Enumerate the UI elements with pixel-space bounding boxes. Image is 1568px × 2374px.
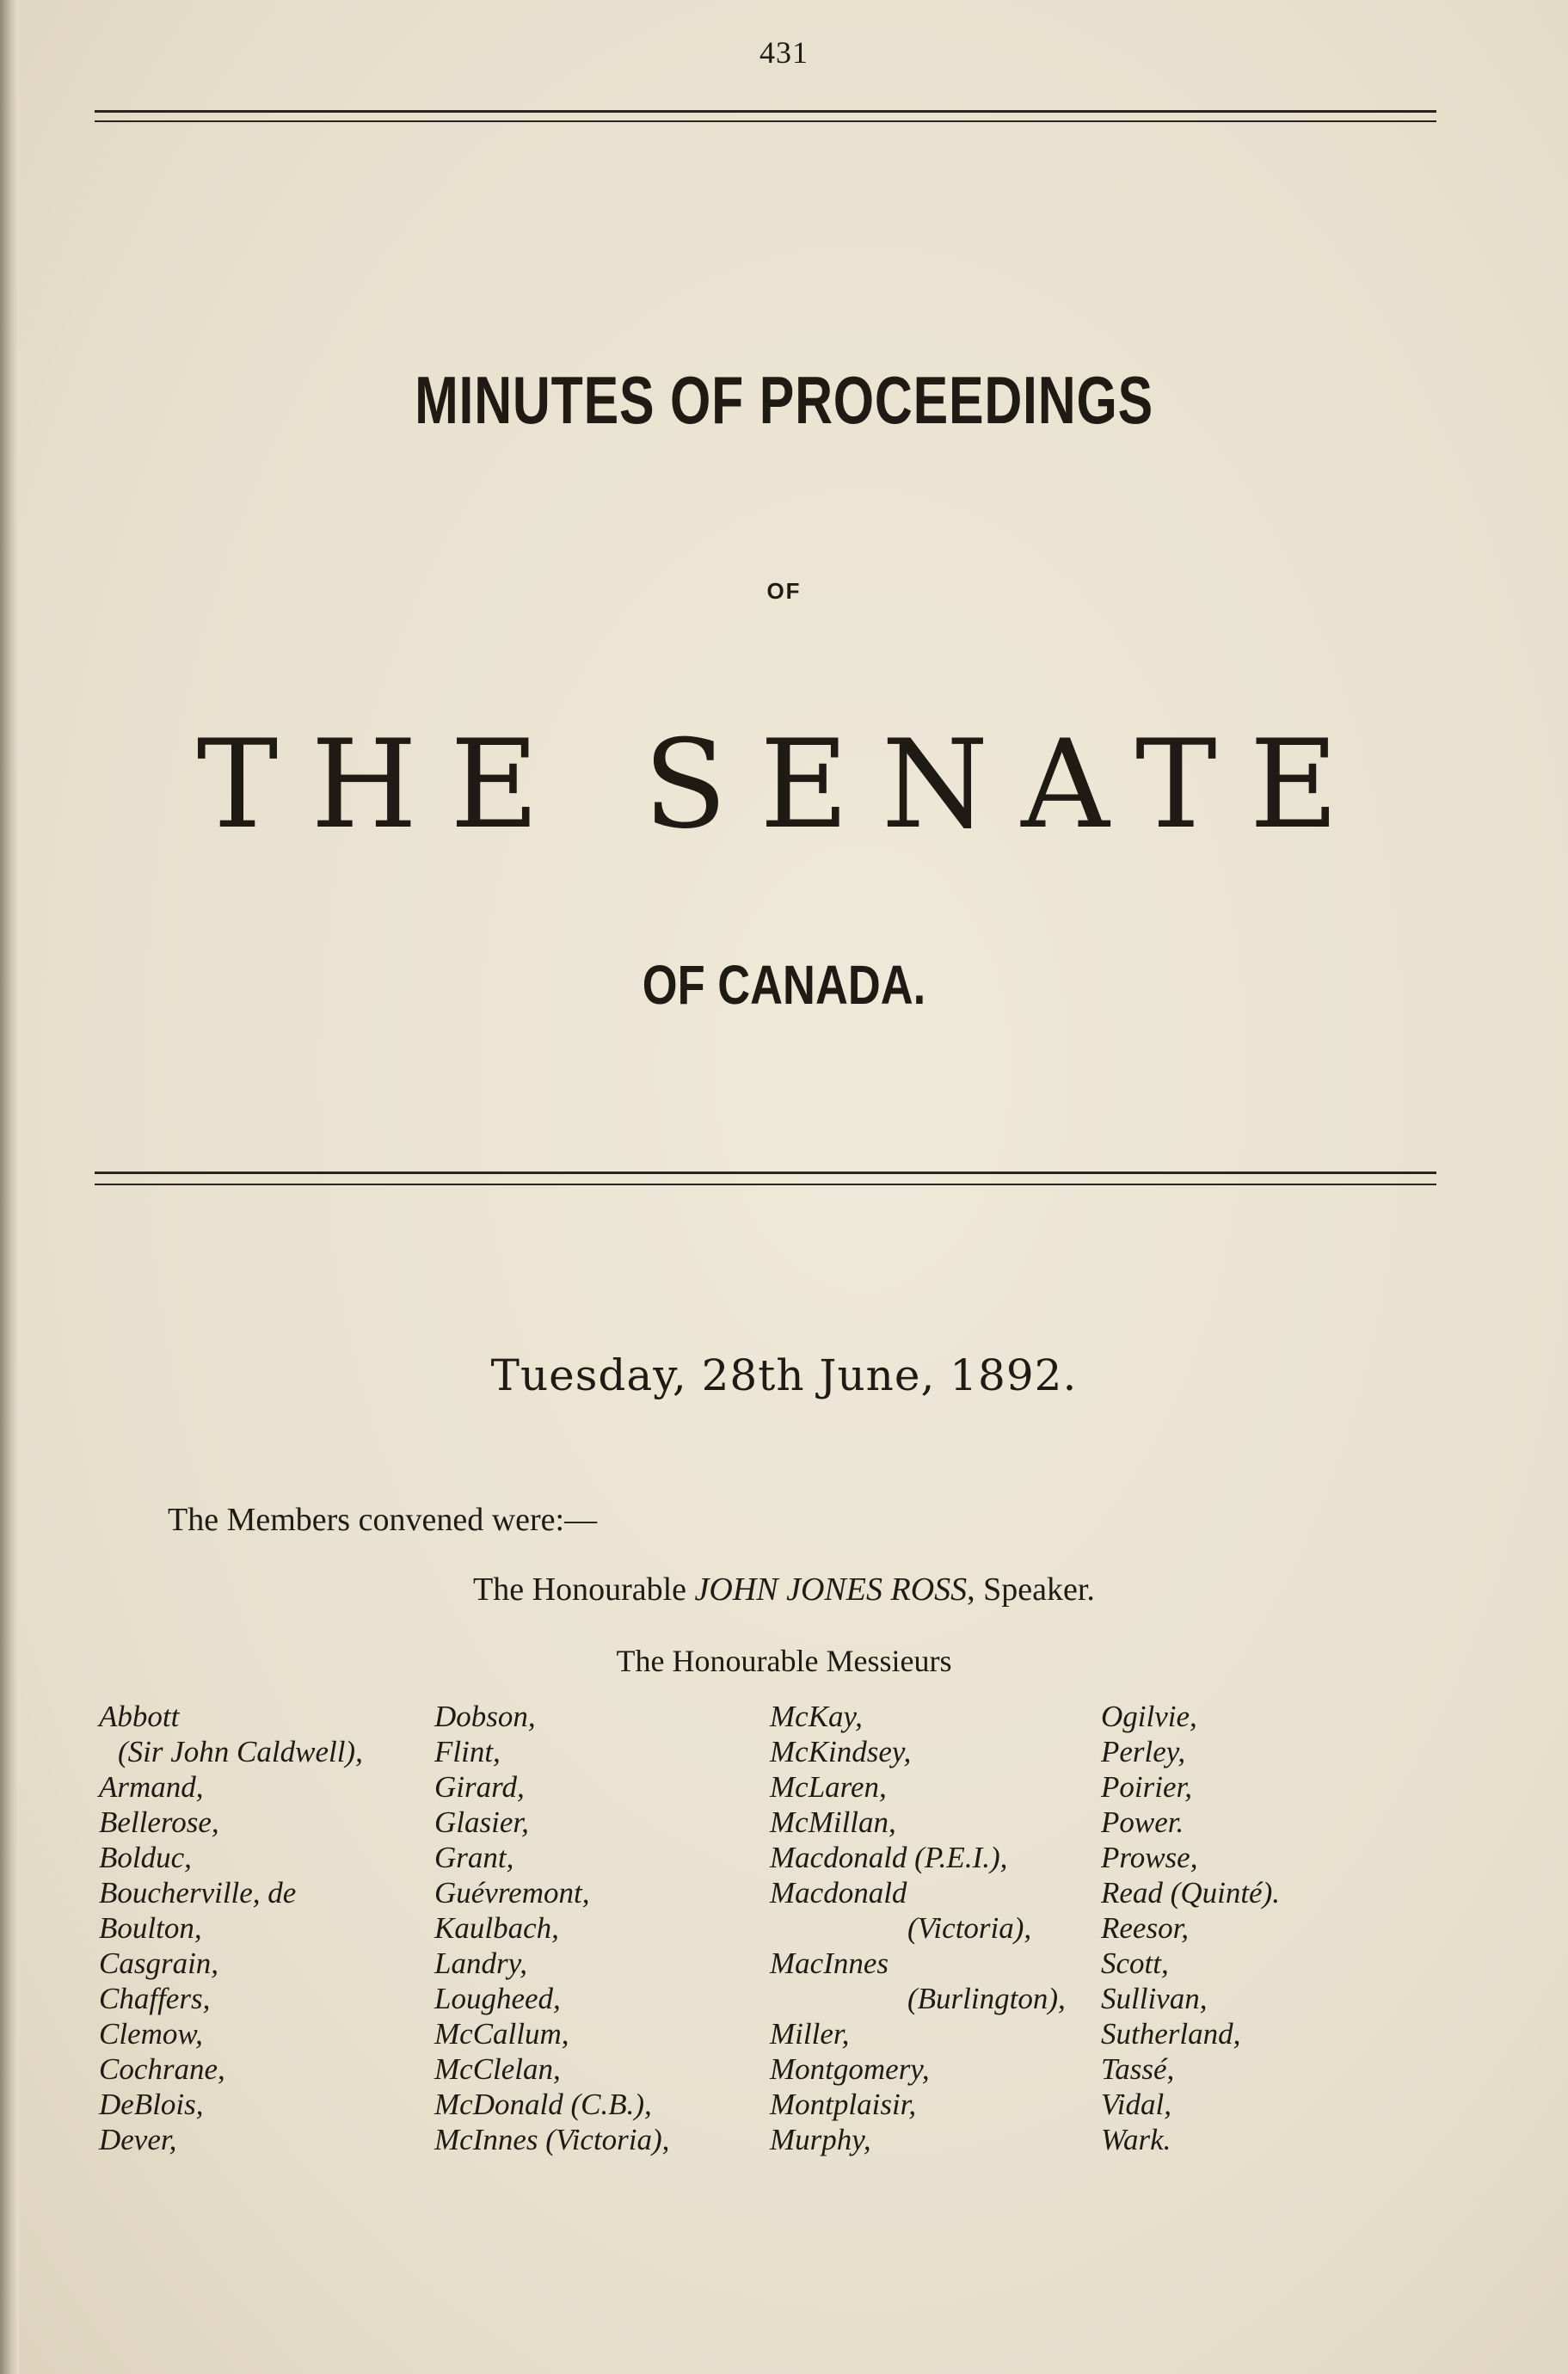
member-name: Boucherville, de [99, 1876, 297, 1910]
title-minutes-of-proceedings: MINUTES OF PROCEEDINGS [415, 362, 1153, 438]
top-rule [95, 110, 1436, 113]
member-name: McMillan, [770, 1805, 896, 1839]
member-name: Power. [1101, 1805, 1184, 1839]
member-name: Casgrain, [99, 1947, 219, 1980]
member-name: Chaffers, [99, 1982, 211, 2015]
member-name: Macdonald (P.E.I.), [770, 1841, 1008, 1874]
member-name: Macdonald [770, 1876, 907, 1910]
middle-rule [95, 1172, 1436, 1174]
member-name: Prowse, [1101, 1841, 1198, 1874]
member-name: Abbott [99, 1700, 180, 1733]
member-name: Sutherland, [1101, 2017, 1241, 2051]
speaker-line [0, 1571, 1568, 1608]
member-name: Perley, [1101, 1735, 1186, 1768]
speaker-name: JOHN JONES ROSS [694, 1571, 968, 1608]
member-name: Guévremont, [434, 1876, 590, 1910]
sitting-date: Tuesday, 28th June, 1892. [490, 1350, 1078, 1400]
member-name: (Sir John Caldwell), [118, 1735, 363, 1768]
member-name: Landry, [434, 1947, 527, 1980]
top-rule-secondary [95, 120, 1436, 122]
member-name: Reesor, [1101, 1911, 1190, 1945]
member-name: Vidal, [1101, 2088, 1171, 2121]
member-name: Girard, [434, 1770, 525, 1804]
member-name: Lougheed, [434, 1982, 561, 2015]
speaker-prefix: The Honourable [473, 1571, 695, 1608]
member-name: McDonald (C.B.), [434, 2088, 652, 2121]
member-name: Kaulbach, [434, 1911, 559, 1945]
member-name: Clemow, [99, 2017, 203, 2051]
members-column-3 [770, 1699, 1066, 2157]
member-name: Boulton, [99, 1911, 202, 1945]
title-the-senate: THE SENATE [196, 714, 1372, 856]
member-name: Grant, [434, 1841, 514, 1874]
member-name: McKindsey, [770, 1735, 912, 1768]
member-name: Scott, [1101, 1947, 1169, 1980]
member-name: Poirier, [1101, 1770, 1192, 1804]
member-name: DeBlois, [99, 2088, 204, 2121]
member-name: Murphy, [770, 2123, 871, 2156]
member-name: Ogilvie, [1101, 1700, 1197, 1733]
member-name: Bolduc, [99, 1841, 192, 1874]
members-list [95, 1699, 1436, 2163]
title-of: OF [766, 578, 802, 604]
member-name: McInnes (Victoria), [434, 2123, 670, 2156]
members-column-1 [99, 1699, 363, 2157]
member-name: Bellerose, [99, 1805, 219, 1839]
member-name: Read (Quinté). [1101, 1876, 1280, 1910]
member-name: (Victoria), [907, 1911, 1032, 1945]
member-name: Glasier, [434, 1805, 529, 1839]
member-name: Dobson, [434, 1700, 536, 1733]
member-name: Miller, [770, 2017, 850, 2051]
book-spine-shadow [0, 0, 19, 2374]
title-of-canada: OF CANADA. [642, 954, 926, 1016]
member-name: McClelan, [434, 2052, 561, 2086]
member-name: McLaren, [770, 1770, 887, 1804]
members-convened-line: The Members convened were:— [168, 1502, 598, 1538]
members-column-4 [1101, 1699, 1280, 2157]
member-name: MacInnes [770, 1947, 889, 1980]
member-name: Dever, [99, 2123, 177, 2156]
member-name: Montplaisir, [770, 2088, 917, 2121]
speaker-suffix: , Speaker. [967, 1571, 1095, 1608]
member-name: Flint, [434, 1735, 501, 1768]
member-name: Sullivan, [1101, 1982, 1208, 2015]
member-name: McKay, [770, 1700, 863, 1733]
member-name: Armand, [99, 1770, 204, 1804]
member-name: (Burlington), [907, 1982, 1066, 2015]
messieurs-heading: The Honourable Messieurs [616, 1644, 952, 1678]
member-name: Wark. [1101, 2123, 1171, 2156]
page-number: 431 [759, 35, 809, 70]
member-name: Cochrane, [99, 2052, 225, 2086]
member-name: Montgomery, [770, 2052, 930, 2086]
member-name: Tassé, [1101, 2052, 1175, 2086]
members-column-2 [434, 1699, 669, 2157]
middle-rule-secondary [95, 1184, 1436, 1185]
member-name: McCallum, [434, 2017, 569, 2051]
